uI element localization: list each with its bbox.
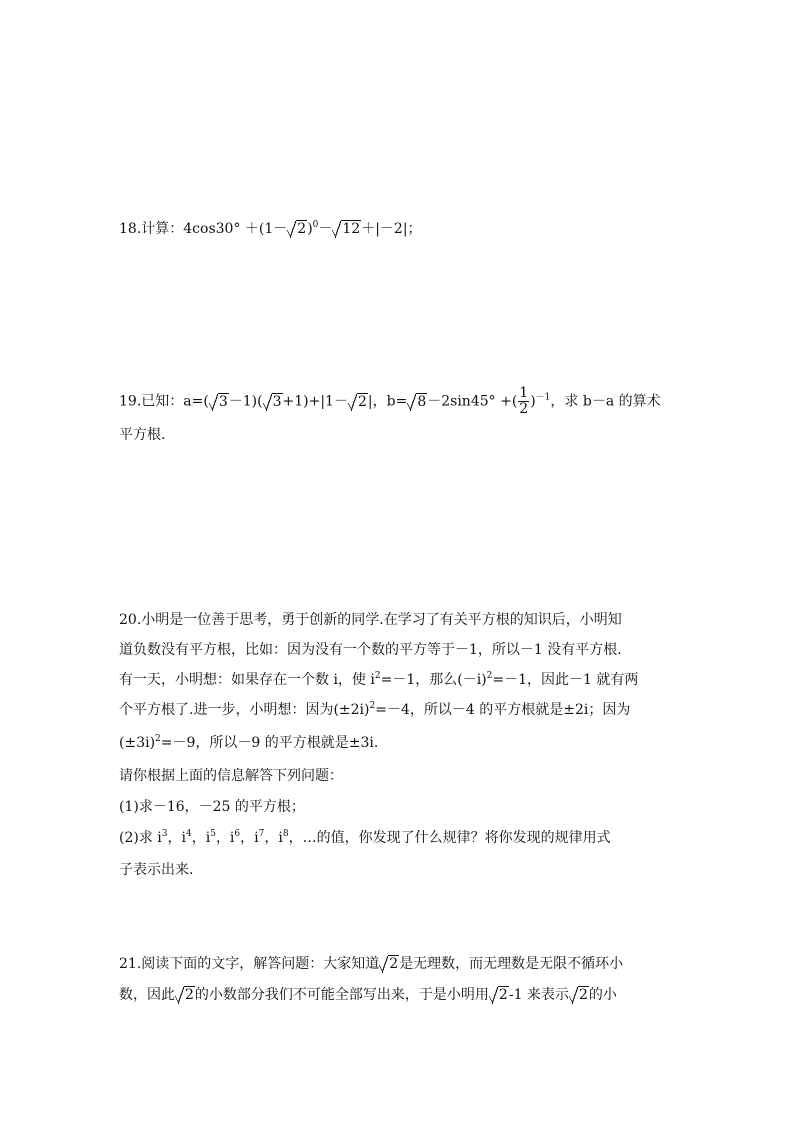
question-19: 19.已知：a=( 3－1)( 3+1)+|1－ 2|，b= 8－2sin45° +( $\frac{1}{2}$ )$^{-1}$，求 b－a 的算术: [119, 385, 661, 417]
question-20-part-1: (1)求－16，－25 的平方根；: [119, 799, 305, 815]
question-20-line-9: 子表示出来.: [119, 862, 194, 878]
sqrt-symbol: 2: [489, 985, 509, 1005]
sqrt-symbol: 12: [332, 219, 361, 239]
sqrt-symbol: 3: [209, 392, 229, 412]
sqrt-symbol: 2: [287, 219, 307, 239]
question-19-line-2: 平方根.: [119, 427, 166, 443]
question-21-line-2: 数，因此 2的小数部分我们不可能全部写出来，于是小明用 2-1 来表示 2的小: [119, 987, 617, 1003]
question-20-line-4: 个平方根了.进一步，小明想：因为$(\pm 2i)^2=-4$，所以－4 的平方根就是±2i；因为: [119, 701, 631, 718]
question-18: 18.计算：$4\cos 30^\circ +(1- 2)^0- 12+|-2|$；: [119, 220, 422, 237]
question-20-line-3: 有一天，小明想：如果存在一个数 i，使 $i^2=-1$，那么$(-i)^2=-1$，因此－1 就有两: [119, 671, 639, 688]
fraction: $\frac{1}{2}$: [519, 385, 529, 417]
sqrt-symbol: 8: [407, 392, 427, 412]
sqrt-symbol: 2: [379, 954, 399, 974]
question-20-part-2: (2)求 $i^3$，$i^4$，$i^5$，$i^6$，$i^7$，$i^8$，…的值，你发现了什么规律？将你发现的规律用式: [119, 829, 611, 846]
question-20-line-2: 道负数没有平方根，比如：因为没有一个数的平方等于－1，所以－1 没有平方根.: [119, 642, 622, 658]
question-20-line-6: 请你根据上面的信息解答下列问题：: [119, 768, 343, 784]
question-20-line-1: 20.小明是一位善于思考，勇于创新的同学.在学习了有关平方根的知识后，小明知: [119, 612, 622, 628]
q19-label: 19.已知：: [119, 393, 184, 410]
sqrt-symbol: 2: [348, 392, 368, 412]
sqrt-symbol: 2: [175, 985, 195, 1005]
q18-label: 18.计算：: [119, 221, 184, 237]
question-20-line-5: $(\pm 3i)^2=-9$，所以－9 的平方根就是±3i.: [119, 734, 379, 751]
question-21-line-1: 21.阅读下面的文字，解答问题：大家知道 2是无理数，而无理数是无限不循环小: [119, 956, 624, 972]
sqrt-symbol: 2: [569, 985, 589, 1005]
sqrt-symbol: 3: [263, 392, 283, 412]
